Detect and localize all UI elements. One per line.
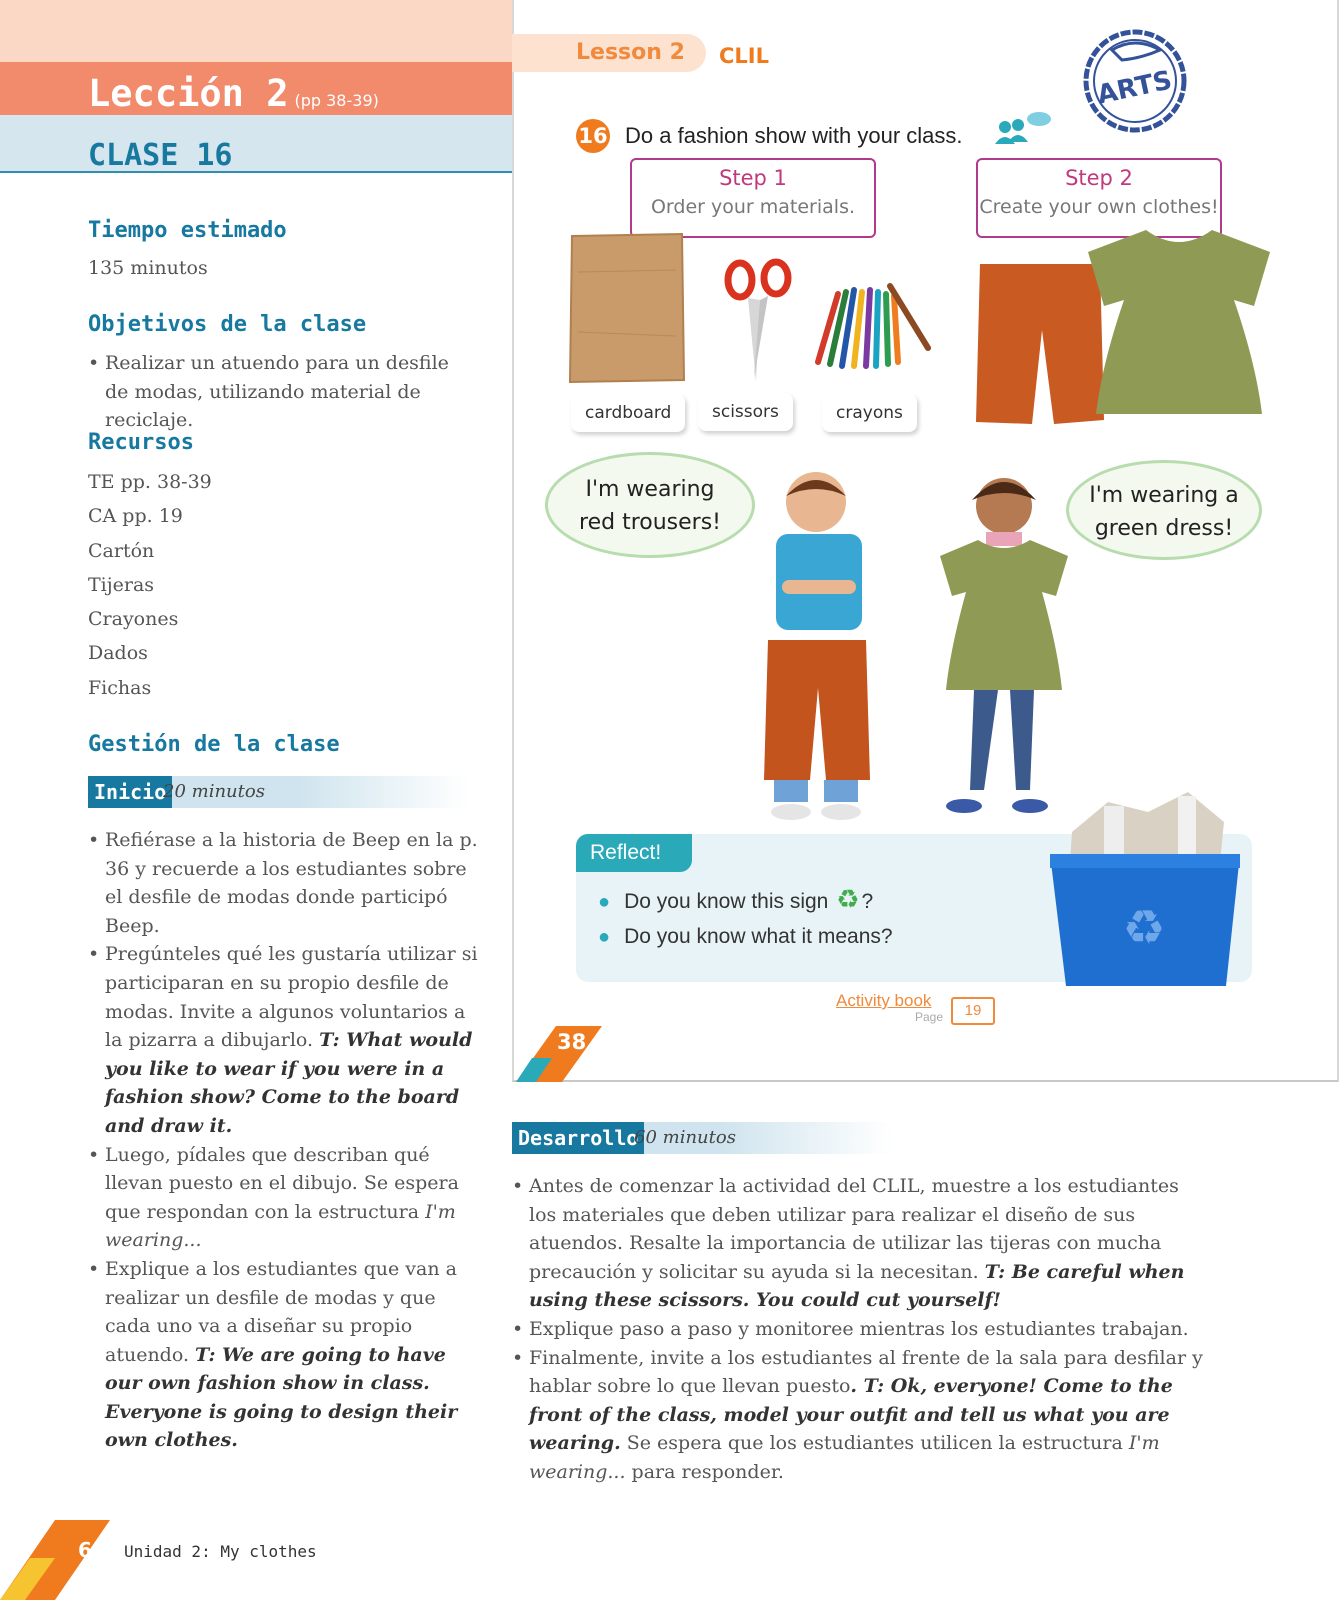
pair-work-icon: [993, 110, 1053, 150]
management-heading: Gestión de la clase: [88, 732, 340, 757]
scissors-image: [720, 258, 800, 386]
time-value: 135 minutos: [88, 257, 208, 279]
inicio-bar: [88, 776, 468, 808]
desarrollo-list: [512, 1172, 1212, 1487]
inicio-time: 20 minutos: [163, 781, 265, 802]
page-number: 64: [78, 1538, 106, 1562]
step2-text: Create your own clothes!: [979, 196, 1219, 218]
objectives-heading: Objetivos de la clase: [88, 312, 367, 337]
resource-item: Dados: [88, 642, 148, 665]
lesson-pages: (pp 38-39): [294, 91, 379, 110]
material-label: cardboard: [571, 394, 685, 432]
dress-image: [1086, 224, 1272, 420]
lesson-title: Lección 2 (pp 38-39): [88, 72, 379, 115]
time-heading: Tiempo estimado: [88, 218, 287, 243]
boy-speech-bubble: [545, 452, 755, 558]
girl-speech-bubble: [1066, 460, 1262, 560]
material-label: crayons: [822, 394, 917, 432]
cardboard-image: [566, 232, 688, 384]
resource-item: Crayones: [88, 608, 179, 631]
book-page-number: 38: [557, 1030, 587, 1054]
reflect-question-1: ● Do you know this sign ♻?: [598, 884, 874, 914]
step1-box: [630, 158, 876, 238]
recycle-icon: ♻: [836, 884, 860, 914]
resource-item: Fichas: [88, 676, 152, 699]
resources-heading: Recursos: [88, 430, 194, 455]
arts-stamp-text: ARTS: [1094, 65, 1175, 111]
boy-photo: [754, 468, 884, 826]
bullet-dot: ●: [598, 891, 611, 913]
bullet-dot: ●: [598, 926, 611, 948]
inicio-item: • Refiérase a la historia de Beep en la p. 36 y recuerde a los estudiantes sobre el desfile de modas donde participó Beep.: [88, 826, 483, 940]
desarrollo-time: 60 minutos: [634, 1127, 736, 1148]
resource-item: Tijeras: [88, 573, 155, 596]
svg-text:♻: ♻: [1122, 900, 1166, 956]
material-label: scissors: [698, 393, 793, 431]
desarrollo-bar: [512, 1122, 892, 1154]
activity-book-page-number: 19: [951, 997, 995, 1025]
arts-stamp: [1082, 28, 1188, 134]
step1-text: Order your materials.: [650, 196, 856, 218]
objective-item: • Realizar un atuendo para un desfile de modas, utilizando material de reciclaje.: [88, 349, 478, 435]
inicio-label: Inicio: [88, 776, 172, 808]
inicio-item: • Luego, pídales que describan qué llevan puesto en el dibujo. Se espera que respondan con la estructura I'm wearing...: [88, 1141, 483, 1255]
unit-title: Unidad 2: My clothes: [124, 1542, 317, 1561]
boy-speech-line2: red trousers!: [579, 510, 721, 535]
header-peach-band: [0, 0, 512, 62]
girl-speech-line1: I'm wearing a: [1089, 483, 1239, 508]
resource-item: TE pp. 38-39: [88, 471, 212, 493]
activity-instruction: Do a fashion show with your class.: [625, 123, 963, 148]
desarrollo-item: • Finalmente, invite a los estudiantes al frente de la sala para desfilar y hablar sobre lo que llevan puesto. T: Ok, everyone! Come to the front of the class, model your outfit and tell us what you are wearing. Se espera que los estudiantes utilicen la estructura I'm wearing... para responder.: [512, 1344, 1212, 1487]
girl-photo: [928, 470, 1078, 826]
inicio-list: [88, 826, 483, 1455]
desarrollo-item: • Antes de comenzar la actividad del CLIL, muestre a los estudiantes los materiales que deben utilizar para realizar el diseño de sus atuendos. Resalte la importancia de utilizar las tijeras con mucha precaución y solicitar su ayuda si la necesitan. T: Be careful when using these scissors. You could cut yourself!: [512, 1172, 1212, 1315]
class-band: [0, 115, 512, 173]
activity-book-page-word: Page: [915, 1010, 944, 1024]
inicio-item: • Explique a los estudiantes que van a realizar un desfile de modas y que cada uno va a diseñar su propio atuendo. T: We are going to have our own fashion show in class. Everyone is going to design their own clothes.: [88, 1255, 483, 1455]
boy-speech-line1: I'm wearing: [585, 477, 715, 502]
resource-item: Cartón: [88, 539, 155, 562]
book-lesson-label: Lesson 2: [576, 40, 685, 65]
clil-label: CLIL: [719, 44, 769, 68]
recycling-bin-image: [1048, 792, 1242, 988]
activity-book-link[interactable]: Activity book: [836, 991, 932, 1010]
girl-speech-line2: green dress!: [1094, 516, 1234, 541]
step2-title: Step 2: [1065, 166, 1133, 190]
resources-list: [88, 465, 212, 705]
crayons-image: [810, 282, 940, 372]
activity-number: 16: [576, 119, 610, 153]
inicio-item: • Pregúnteles qué les gustaría utilizar si participaran en su propio desfile de modas. Invite a algunos voluntarios a la pizarra a dibujarlo. T: What would you like to wear if you were in a fashion show? Come to the board and draw it.: [88, 940, 483, 1140]
resource-item: CA pp. 19: [88, 505, 183, 528]
reflect-label: Reflect!: [576, 834, 692, 872]
class-title: CLASE 16: [88, 138, 233, 173]
step1-title: Step 1: [719, 166, 787, 190]
footer-stripe-icon: [0, 1510, 130, 1600]
reflect-question-2: ● Do you know what it means?: [598, 925, 893, 948]
objectives-list: [88, 349, 478, 435]
desarrollo-label: Desarrollo: [512, 1122, 644, 1154]
desarrollo-item: • Explique paso a paso y monitoree mientras los estudiantes trabajan.: [512, 1315, 1212, 1344]
